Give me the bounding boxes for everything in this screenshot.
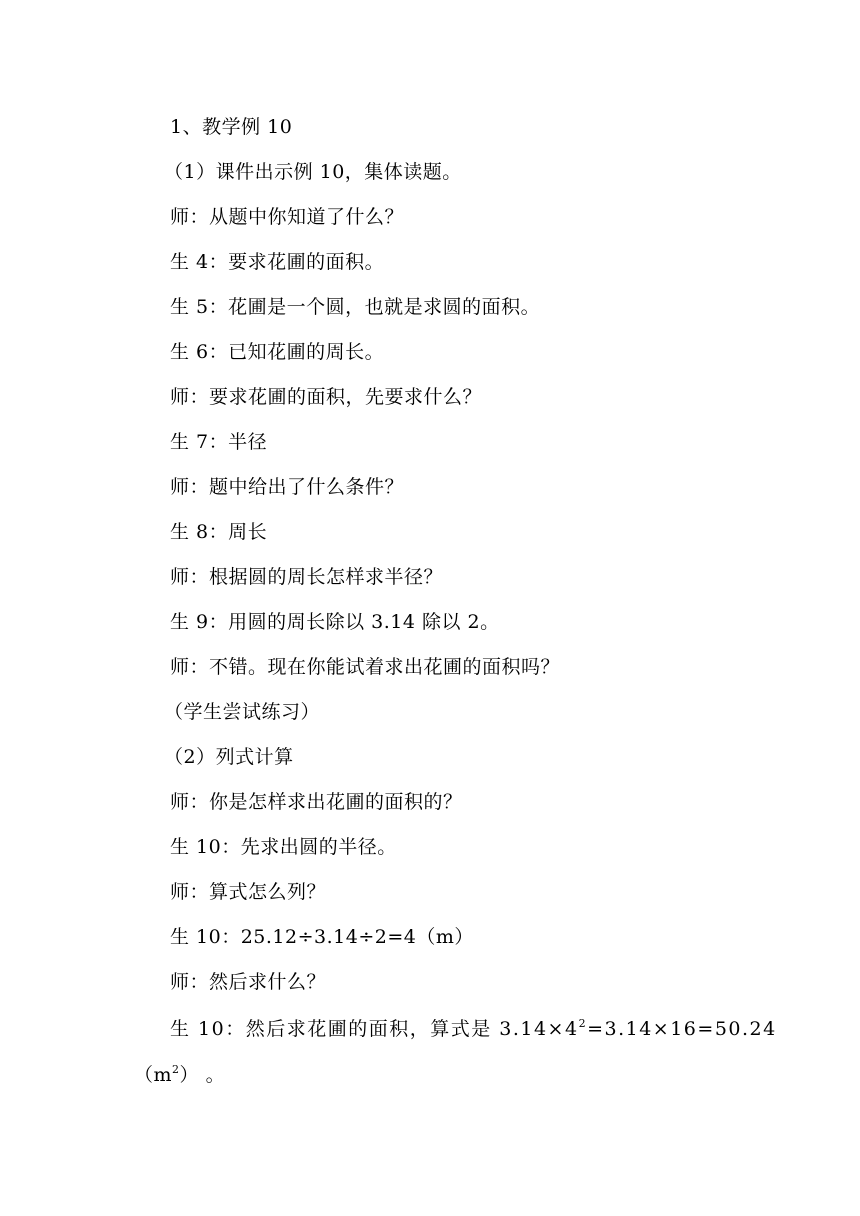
text-line: 生 8：周长 bbox=[170, 521, 268, 543]
text-line: 师：你是怎样求出花圃的面积的？ bbox=[170, 791, 463, 813]
text-line: 师：根据圆的周长怎样求半径？ bbox=[170, 566, 444, 588]
final-answer-text-cont: =3.14×16=50.24 bbox=[587, 1018, 777, 1040]
text-line: 师：然后求什么？ bbox=[170, 971, 327, 993]
text-line: 生 10：先求出圆的半径。 bbox=[170, 836, 397, 858]
text-line: （1）课件出示例 10，集体读题。 bbox=[164, 161, 462, 183]
superscript-two: 2 bbox=[578, 1017, 588, 1030]
unit-close: ） 。 bbox=[179, 1064, 226, 1086]
text-line: 生 9：用圆的周长除以 3.14 除以 2。 bbox=[170, 611, 500, 633]
text-line: 生 7：半径 bbox=[170, 431, 268, 453]
text-line: 师：算式怎么列？ bbox=[170, 881, 327, 903]
text-line: 师：要求花圃的面积，先要求什么？ bbox=[170, 386, 483, 408]
text-line: 生 6：已知花圃的周长。 bbox=[170, 341, 385, 363]
text-line: 生 10：25.12÷3.14÷2=4（m） bbox=[170, 926, 474, 948]
heading-example-10: 1、教学例 10 bbox=[170, 116, 293, 138]
final-answer-text: 生 10：然后求花圃的面积，算式是 3.14×4 bbox=[170, 1018, 579, 1040]
final-answer-line bbox=[170, 1017, 777, 1041]
final-answer-unit-line bbox=[134, 1063, 225, 1087]
text-line: 生 4：要求花圃的面积。 bbox=[170, 251, 385, 273]
unit-open: （m bbox=[134, 1064, 173, 1086]
text-line: （2）列式计算 bbox=[164, 746, 294, 768]
text-line: 师：从题中你知道了什么？ bbox=[170, 206, 405, 228]
text-line: 师：题中给出了什么条件？ bbox=[170, 476, 405, 498]
text-line: 生 5：花圃是一个圆，也就是求圆的面积。 bbox=[170, 296, 541, 318]
superscript-two: 2 bbox=[172, 1063, 180, 1076]
text-line: （学生尝试练习） bbox=[164, 701, 321, 723]
text-line: 师：不错。现在你能试着求出花圃的面积吗？ bbox=[170, 656, 561, 678]
